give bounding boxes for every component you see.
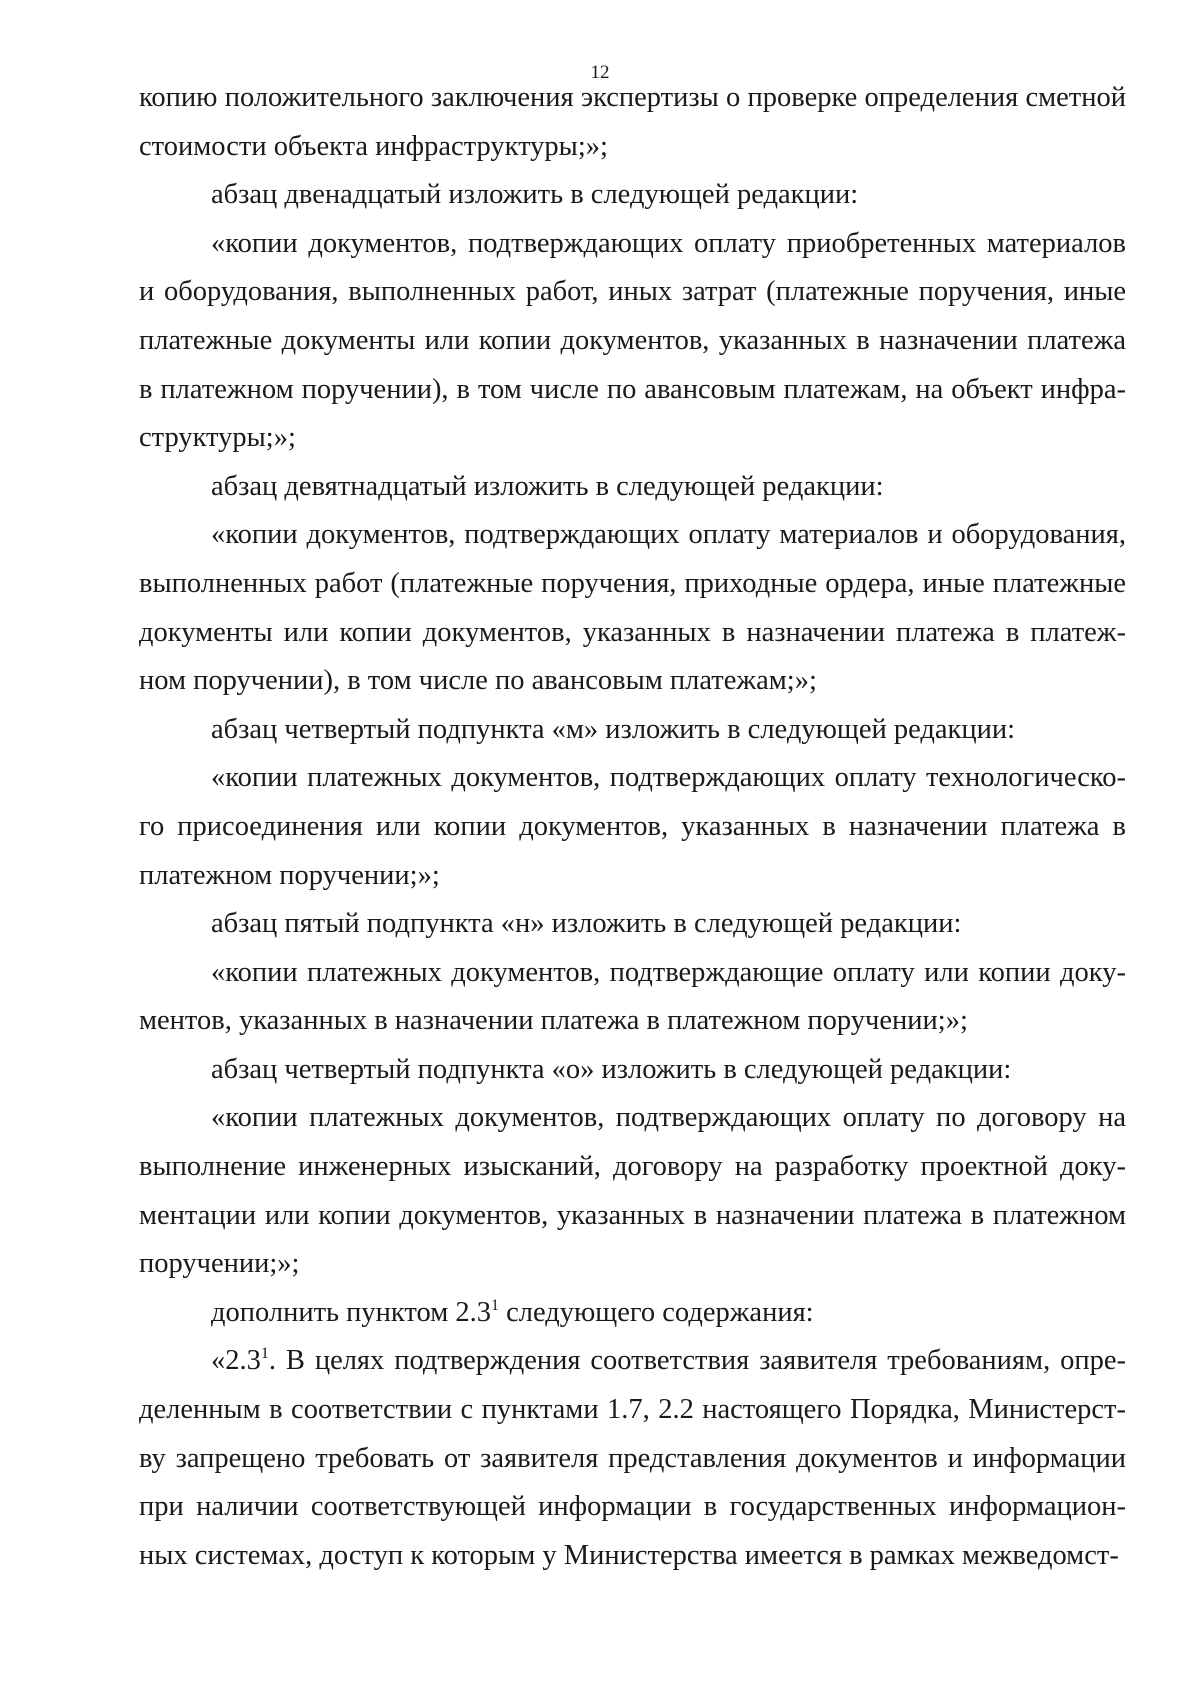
- paragraph-9: «копии платежных документов, подтверждающие оплату или копии документов, указанных в назначении платежа в платежном поручении;»;: [139, 956, 1126, 1037]
- final-superscript: 1: [260, 1345, 269, 1363]
- addition-superscript: 1: [490, 1296, 499, 1314]
- paragraph-10: абзац четвертый подпункта «о» изложить в следующей редакции:: [211, 1053, 1012, 1085]
- final-text-after: . В целях подтверждения соответствия заявителя требованиям, определенным в соответствии с пунктами 1.7, 2.2 настоящего Порядка, Министерству запрещено требовать от заявителя представления документов и информации при наличии соответствующей информации в государственных информационных системах, доступ к которым у Министерства имеется в рамках межведомст-: [139, 1345, 1126, 1571]
- addition-paragraph: [139, 1289, 1126, 1338]
- paragraph-1: копию положительного заключения экспертизы о проверке определения сметной стоимости объекта инфраструктуры;»;: [139, 82, 1126, 162]
- paragraph-4: абзац девятнадцатый изложить в следующей редакции:: [211, 470, 884, 502]
- page-number: 12: [590, 62, 610, 83]
- paragraph-11: «копии платежных документов, подтверждающих оплату по договору на выполнение инженерных изысканий, договору на разработку проектной документации или копии документов, указанных в назначении платежа в платежном поручении;»;: [139, 1102, 1126, 1280]
- paragraph-2: абзац двенадцатый изложить в следующей редакции:: [211, 179, 859, 211]
- paragraph-6: абзац четвертый подпункта «м» изложить в следующей редакции:: [211, 713, 1016, 745]
- addition-text-after: следующего содержания:: [498, 1296, 814, 1328]
- paragraph-7: «копии платежных документов, подтверждающих оплату технологического присоединения или копии документов, указанных в назначении платежа в платежном поручении;»;: [139, 762, 1126, 891]
- addition-text-before: дополнить пунктом 2.3: [211, 1296, 491, 1328]
- paragraph-3: «копии документов, подтверждающих оплату приобретенных материалов и оборудования, выполненных работ, иных затрат (платежные поручения, иные платежные документы или копии документов, указанных в назначении платежа в платежном поручении), в том числе по авансовым платежам, на объект инфраструктуры;»;: [139, 227, 1126, 454]
- document-body: [139, 74, 1126, 1580]
- paragraph-8: абзац пятый подпункта «н» изложить в следующей редакции:: [211, 908, 962, 940]
- final-text-before: «2.3: [211, 1345, 261, 1377]
- paragraph-5: «копии документов, подтверждающих оплату материалов и оборудования, выполненных работ (платежные поручения, приходные ордера, иные платежные документы или копии документов, указанных в назначении платежа в платежном поручении), в том числе по авансовым платежам;»;: [139, 519, 1126, 697]
- final-paragraph: [139, 1337, 1126, 1580]
